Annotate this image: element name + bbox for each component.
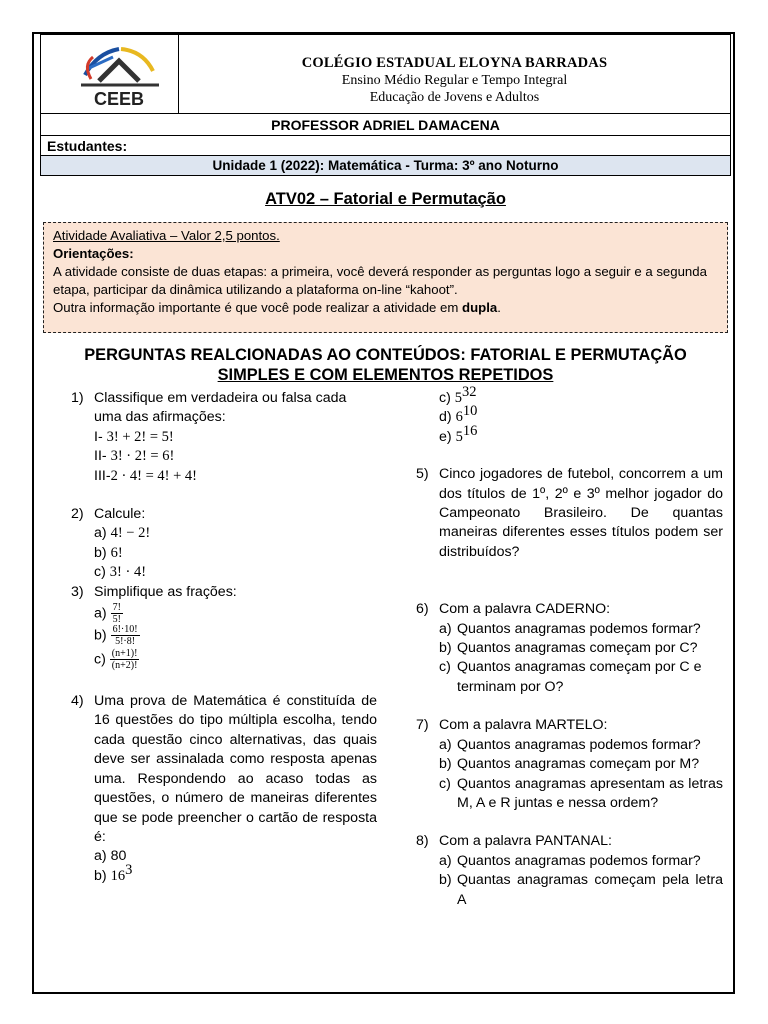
- item-label: a): [94, 525, 107, 542]
- question-number: 8): [416, 833, 429, 850]
- question-text: Calcule:: [94, 506, 146, 523]
- option-exponent: 16: [462, 422, 478, 439]
- item-c: [94, 648, 377, 672]
- item-label: c): [439, 659, 451, 676]
- question-text: Uma prova de Matemática é constituída de 16 questões do tipo múltipla escolha, tendo cada questão cinco alternativas, das quais deve ser assinalada como resposta apenas uma. Respondendo ao acaso todas as questões, o número de maneiras diferentes que se pode preencher o cartão de resposta é:: [94, 693, 377, 845]
- item-a: [94, 524, 377, 543]
- item-label: c): [94, 564, 106, 581]
- item-text: Quantos anagramas podemos formar?: [457, 736, 701, 753]
- question-7: [416, 716, 723, 813]
- fraction-denominator: 5!·8!: [115, 636, 136, 648]
- option-a: [94, 847, 377, 866]
- item-text: Quantos anagramas começam por M?: [457, 756, 700, 773]
- option-e: [439, 422, 723, 447]
- question-number: 5): [416, 466, 429, 483]
- fraction: [111, 624, 140, 647]
- instructions-text-2: [53, 299, 718, 317]
- activity-value: Atividade Avaliativa – Valor 2,5 pontos.: [53, 228, 280, 243]
- statement-ii: [94, 447, 377, 466]
- header-table: [40, 34, 731, 176]
- question-5: [416, 465, 723, 562]
- item-expression: 3! · 4!: [109, 564, 147, 581]
- fraction-numerator: (n+1)!: [111, 648, 138, 660]
- item-a: [439, 852, 723, 871]
- option-label: a): [94, 848, 107, 865]
- item-text: Quantas anagramas começam pela letra A: [457, 872, 723, 908]
- item-label: a): [439, 620, 452, 637]
- statement-iii: [94, 467, 377, 486]
- option-base: 16: [110, 867, 126, 884]
- instructions-heading: Orientações:: [53, 246, 134, 261]
- statement-label: I-: [94, 428, 103, 445]
- item-label: b): [94, 544, 107, 561]
- instructions-text-2-bold: dupla: [462, 300, 498, 315]
- option-base: 5: [455, 428, 463, 445]
- logo-text: CEEB: [93, 89, 145, 109]
- fraction-denominator: 5!: [112, 614, 121, 626]
- fraction-denominator: (n+2)!: [111, 660, 138, 672]
- option-c: [439, 384, 723, 408]
- statement-label: II-: [94, 448, 107, 465]
- item-c: [439, 775, 723, 814]
- item-a: [439, 620, 723, 639]
- option-label: c): [439, 390, 451, 406]
- school-subtitle-2: Educação de Jovens e Adultos: [369, 89, 540, 105]
- item-text: Quantos anagramas começam por C?: [457, 640, 698, 657]
- section-title-line-2: SIMPLES E COM ELEMENTOS REPETIDOS: [217, 366, 554, 384]
- logo-cell: [41, 35, 179, 114]
- option-exponent: 32: [462, 384, 477, 400]
- instructions-box: [43, 222, 728, 333]
- statement-label: III-: [94, 467, 111, 484]
- item-b: [94, 544, 377, 563]
- option-base: 5: [454, 390, 463, 406]
- fraction-numerator: 7!: [112, 602, 121, 614]
- option-d: [439, 403, 723, 427]
- item-text: Quantos anagramas apresentam as letras M, A e R juntas e nessa ordem?: [457, 775, 723, 811]
- fraction-numerator: 6!·10!: [112, 624, 138, 636]
- option-base: 6: [455, 409, 463, 426]
- question-number: 3): [71, 583, 84, 600]
- option-label: d): [439, 409, 452, 426]
- statement-i: [94, 428, 377, 447]
- item-expression: 4! − 2!: [110, 525, 151, 542]
- option-exponent: 3: [125, 861, 133, 878]
- statement-expression: 3! · 2! = 6!: [110, 448, 175, 465]
- option-value: 80: [110, 848, 127, 865]
- statement-expression: 3! + 2! = 5!: [106, 428, 174, 445]
- item-label: c): [439, 775, 451, 792]
- question-8: [416, 832, 723, 910]
- fraction: [111, 602, 123, 625]
- unit-label: Unidade 1 (2022): Matemática - Turma: 3º ano Noturno: [41, 156, 731, 176]
- question-number: 7): [416, 717, 429, 734]
- option-label: e): [439, 428, 452, 445]
- option-exponent: 10: [462, 403, 478, 420]
- item-a: [439, 736, 723, 755]
- item-label: c): [94, 651, 106, 668]
- question-number: 1): [71, 390, 84, 406]
- question-text: Simplifique as frações:: [94, 583, 237, 600]
- students-label: Estudantes:: [41, 136, 731, 156]
- instructions-text-1: A atividade consiste de duas etapas: a primeira, você deverá responder as perguntas logo a seguir e a segunda etapa, participar da dinâmica utilizando a plataforma on-line “kahoot”.: [53, 264, 707, 297]
- school-info: [179, 35, 731, 114]
- question-text: Classifique em verdadeira ou falsa cada uma das afirmações:: [94, 390, 347, 426]
- activity-title: ATV02 – Fatorial e Permutação: [265, 190, 506, 208]
- item-c: [439, 658, 723, 697]
- item-text: Quantos anagramas começam por C e terminam por O?: [457, 659, 702, 695]
- item-label: b): [94, 627, 107, 644]
- instructions-text-2-pre: Outra informação importante é que você pode realizar a atividade em: [53, 300, 463, 315]
- question-text: Com a palavra CADERNO:: [439, 601, 611, 618]
- school-logo: [41, 35, 178, 113]
- professor-name: PROFESSOR ADRIEL DAMACENA: [41, 114, 731, 136]
- section-title-line-1: PERGUNTAS REALCIONADAS AO CONTEÚDOS: FATORIAL E PERMUTAÇÃO: [84, 346, 687, 364]
- statement-expression: 2 · 4! = 4! + 4!: [110, 467, 197, 484]
- item-label: b): [439, 756, 452, 773]
- question-3: [71, 583, 377, 672]
- option-label: b): [94, 867, 107, 884]
- question-1: [71, 389, 377, 486]
- worksheet-page: [32, 32, 735, 994]
- school-subtitle-1: Ensino Médio Regular e Tempo Integral: [341, 72, 568, 88]
- item-c: [94, 563, 377, 582]
- school-name: COLÉGIO ESTADUAL ELOYNA BARRADAS: [301, 54, 608, 71]
- question-6: [416, 600, 723, 697]
- item-label: a): [439, 736, 452, 753]
- question-4: [71, 692, 377, 886]
- item-b: [439, 755, 723, 774]
- question-number: 6): [416, 601, 429, 618]
- question-2: [71, 505, 377, 583]
- item-b: [439, 639, 723, 658]
- item-label: b): [439, 640, 452, 657]
- item-text: Quantos anagramas podemos formar?: [457, 620, 701, 637]
- right-column: [416, 384, 723, 910]
- item-label: a): [439, 852, 452, 869]
- item-expression: 6!: [110, 544, 123, 561]
- item-a: [94, 602, 377, 624]
- item-label: b): [439, 872, 452, 889]
- instructions-text-2-post: .: [497, 300, 501, 315]
- fraction: [110, 648, 140, 671]
- section-title: [34, 345, 737, 385]
- question-number: 2): [71, 506, 84, 523]
- item-label: a): [94, 605, 107, 622]
- question-text: Com a palavra PANTANAL:: [439, 833, 612, 850]
- option-b: [94, 861, 377, 886]
- item-b: [94, 624, 377, 648]
- item-b: [439, 871, 723, 910]
- item-text: Quantos anagramas podemos formar?: [457, 852, 701, 869]
- question-number: 4): [71, 693, 84, 710]
- question-text: Cinco jogadores de futebol, concorrem a um dos títulos de 1º, 2º e 3º melhor jogador do Campeonato Brasileiro. De quantas maneiras diferentes esses títulos podem ser distribuídos?: [439, 466, 723, 560]
- question-4-continued: [416, 384, 723, 447]
- question-text: Com a palavra MARTELO:: [439, 717, 608, 734]
- left-column: [71, 389, 377, 886]
